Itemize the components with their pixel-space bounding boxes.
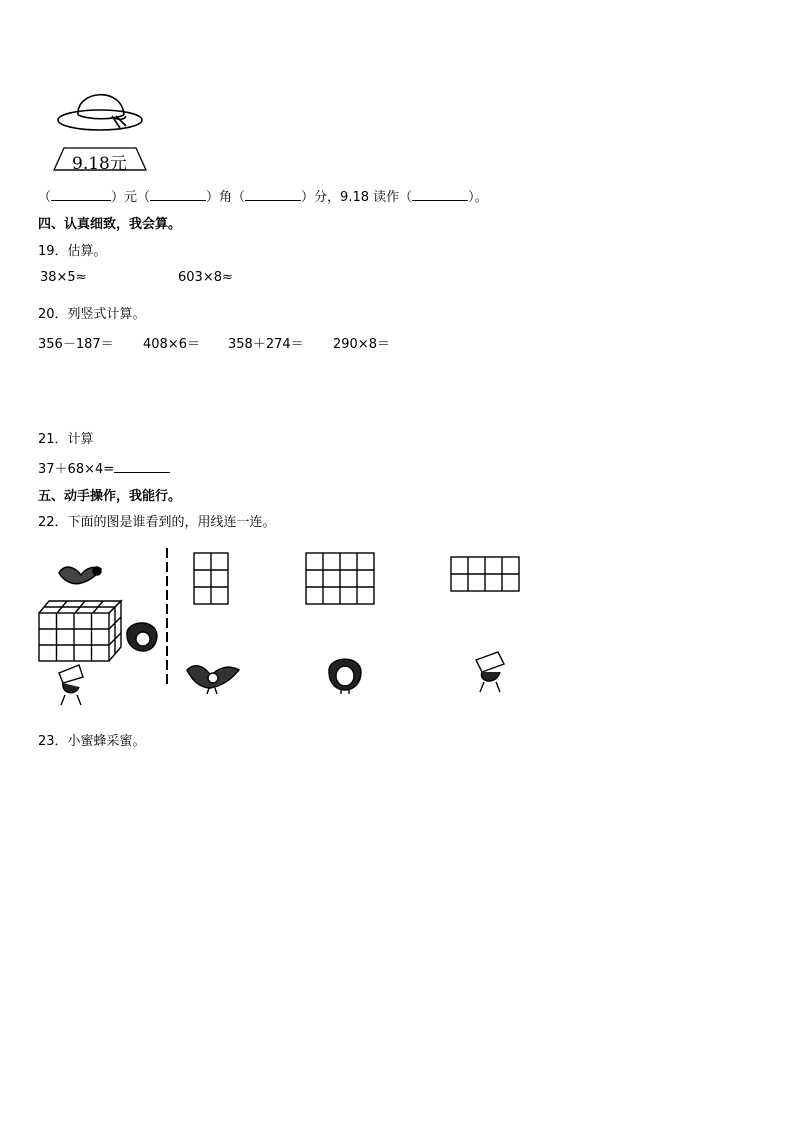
fen-blank[interactable] <box>245 188 301 201</box>
q22-title: 22．下面的图是谁看到的，用线连一连。 <box>38 515 276 530</box>
q21-expr: 37＋68×4= <box>38 458 170 477</box>
girl-face-icon <box>329 659 361 694</box>
view-grid-3 <box>449 555 523 595</box>
jiao-blank[interactable] <box>150 188 206 201</box>
boy-cap-icon <box>59 665 83 705</box>
q21-answer-blank[interactable] <box>114 460 170 473</box>
bird-icon <box>59 567 101 584</box>
cube-scene <box>35 555 165 705</box>
observer-girl <box>325 654 365 694</box>
observer-boy <box>470 650 510 694</box>
section4-title: 四、认真细致，我会算。 <box>38 217 182 232</box>
q19-title: 19．估算。 <box>38 244 107 259</box>
dashed-divider <box>165 548 169 688</box>
q20-item-4: 290×8＝ <box>333 337 390 352</box>
section5-title: 五、动手操作，我能行。 <box>38 489 182 504</box>
boy-cap-icon <box>476 652 504 692</box>
reading-blank[interactable] <box>412 188 468 201</box>
view-grid-1 <box>192 551 232 607</box>
girl-face-icon <box>127 623 157 651</box>
q19-item-1: 38×5≈ <box>40 270 87 285</box>
q23-title: 23．小蜜蜂采蜜。 <box>38 734 146 749</box>
hat-icon <box>58 95 142 130</box>
observer-bird <box>185 656 245 696</box>
q20-title: 20．列竖式计算。 <box>38 307 146 322</box>
yuan-blank[interactable] <box>51 188 111 201</box>
price-tag-text: 9.18元 <box>72 154 127 174</box>
q20-item-1: 356－187＝ <box>38 337 114 352</box>
q18-fill-line: （ ）元（ ）角（ ）分，9.18 读作（ ）。 <box>38 190 488 205</box>
q20-item-2: 408×6＝ <box>143 337 200 352</box>
q19-item-2: 603×8≈ <box>178 270 233 285</box>
cube-block <box>39 601 121 661</box>
q20-item-3: 358＋274＝ <box>228 337 304 352</box>
view-grid-2 <box>304 551 378 607</box>
q21-title: 21．计算 <box>38 432 94 447</box>
bird-icon <box>187 666 239 694</box>
